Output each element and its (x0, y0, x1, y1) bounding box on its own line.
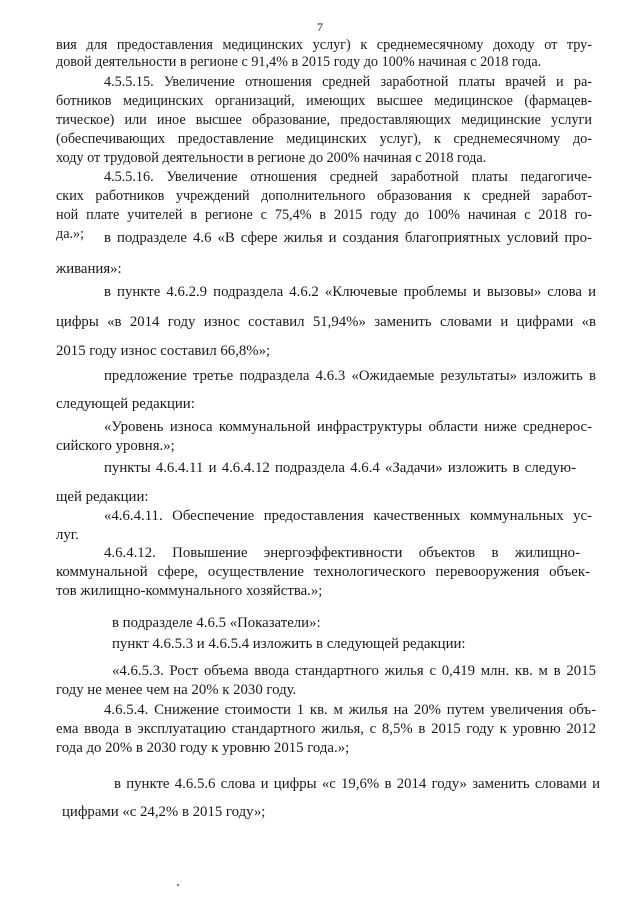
text-line: «Уровень износа коммунальной инфраструктуры области ниже среднерос- (104, 419, 592, 435)
text-line: цифрами «с 24,2% в 2015 году»; (62, 804, 266, 820)
text-line: довой деятельности в регионе с 91,4% в 2015 году до 100% начиная с 2018 года. (56, 54, 542, 70)
text-line: пункты 4.6.4.11 и 4.6.4.12 подраздела 4.6.4 «Задачи» изложить в следую- (104, 460, 576, 476)
text-line: в подразделе 4.6.5 «Показатели»: (112, 615, 321, 631)
text-line: луг. (56, 527, 79, 543)
page-number: 7 (317, 20, 323, 34)
text-line: сийского уровня.»; (56, 438, 175, 454)
text-line: в подразделе 4.6 «В сфере жилья и создания благоприятных условий про- (104, 230, 592, 246)
text-line: ских работников учреждений дополнительного образования к средней заработ- (56, 188, 592, 204)
text-line: ема ввода в эксплуатацию стандартного жилья, с 8,5% в 2015 году к уровню 2012 (56, 721, 596, 737)
text-line: вия для предоставления медицинских услуг) к среднемесячному доходу от тру- (56, 37, 592, 53)
text-line: тическое) или иное высшее образование, предоставляющих медицинские услуги (56, 112, 592, 128)
text-line: в пункте 4.6.2.9 подраздела 4.6.2 «Ключевые проблемы и вызовы» слова и (104, 284, 596, 300)
text-line: 2015 году износ составил 66,8%»; (56, 343, 271, 359)
text-line: пункт 4.6.5.3 и 4.6.5.4 изложить в следующей редакции: (112, 636, 466, 652)
text-line: ботников медицинских организаций, имеющих высшее медицинское (фармацев- (56, 93, 592, 109)
text-line: (обеспечивающих предоставление медицинских услуг), к среднемесячному до- (56, 131, 592, 147)
text-line: году не менее чем на 20% к 2030 году. (56, 682, 297, 698)
text-line: цифры «в 2014 году износ составил 51,94%» заменить словами и цифрами «в (56, 314, 596, 330)
text-line: ходу от трудовой деятельности в регионе до 200% начиная с 2018 года. (56, 150, 487, 166)
text-line: щей редакции: (56, 489, 149, 505)
text-line: тов жилищно-коммунального хозяйства.»; (56, 583, 323, 599)
text-line: следующей редакции: (56, 396, 195, 412)
text-line: коммунальной сфере, осуществление технологического перевооружения объек- (56, 564, 590, 580)
text-line: ной плате учителей в регионе с 75,4% в 2015 году до 100% начиная с 2018 го- (56, 207, 592, 223)
text-line: «4.6.4.11. Обеспечение предоставления качественных коммунальных ус- (104, 508, 592, 524)
text-line: 4.6.4.12. Повышение энергоэффективности объектов в жилищно- (104, 545, 580, 561)
text-line: предложение третье подраздела 4.6.3 «Ожидаемые результаты» изложить в (104, 368, 596, 384)
text-line: живания»: (56, 261, 122, 277)
text-line: 4.6.5.4. Снижение стоимости 1 кв. м жилья на 20% путем увеличения объ- (104, 702, 596, 718)
scan-speck (177, 884, 179, 886)
text-line: в пункте 4.6.5.6 слова и цифры «с 19,6% в 2014 году» заменить словами и (114, 776, 600, 792)
text-line: года до 20% в 2030 году к уровню 2015 года.»; (56, 740, 350, 756)
text-line: 4.5.5.15. Увеличение отношения средней заработной платы врачей и ра- (104, 74, 592, 90)
text-line: «4.6.5.3. Рост объема ввода стандартного жилья с 0,419 млн. кв. м в 2015 (112, 663, 596, 679)
text-line: да.»; (56, 226, 85, 242)
text-line: 4.5.5.16. Увеличение отношения средней заработной платы педагогиче- (104, 169, 592, 185)
